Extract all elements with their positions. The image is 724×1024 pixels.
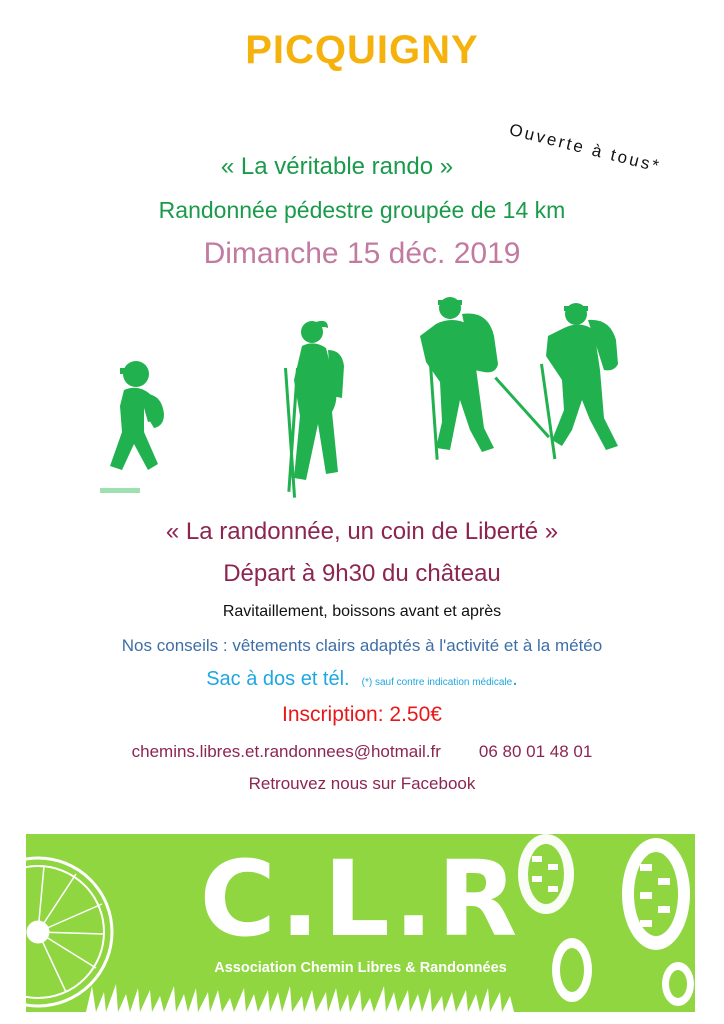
- inscription-price: Inscription: 2.50€: [282, 703, 442, 726]
- hikers-silhouettes-icon: [90, 290, 650, 500]
- note-dot: .: [512, 668, 518, 690]
- open-to-all-label: Ouverte à tous*: [507, 120, 664, 177]
- clr-logo: C.L.R: [199, 838, 522, 960]
- contact-line: [0, 742, 724, 762]
- event-date: Dimanche 15 déc. 2019: [203, 237, 521, 270]
- medical-note: (*) sauf contre indication médicale: [361, 677, 513, 688]
- bag-line: [0, 668, 724, 691]
- phone-number: 06 80 01 48 01: [478, 742, 593, 761]
- child-hiker-icon: [100, 361, 164, 493]
- departure-info: Départ à 9h30 du château: [223, 560, 501, 587]
- man-hiker-icon: [420, 297, 550, 460]
- supplies-info: Ravitaillement, boissons avant et après: [222, 603, 502, 620]
- event-description: Randonnée pédestre groupée de 14 km: [158, 197, 566, 223]
- advice-info: Nos conseils : vêtements clairs adaptés à l'activité et à la météo: [121, 636, 603, 655]
- association-name: Association Chemin Libres & Randonnées: [214, 960, 507, 976]
- slogan: « La randonnée, un coin de Liberté »: [165, 518, 559, 545]
- woman-hiker-icon: [284, 321, 344, 498]
- facebook-note: Retrouvez nous sur Facebook: [248, 774, 476, 793]
- email-link[interactable]: chemins.libres.et.randonnees@hotmail.fr: [131, 742, 441, 761]
- bag-info: Sac à dos et tél.: [206, 668, 350, 690]
- page-title: PICQUIGNY: [245, 28, 479, 72]
- second-hiker-icon: [540, 303, 618, 459]
- event-subtitle: « La véritable rando »: [220, 153, 454, 180]
- clr-banner: [26, 834, 695, 1012]
- grass-icon: [86, 984, 514, 1012]
